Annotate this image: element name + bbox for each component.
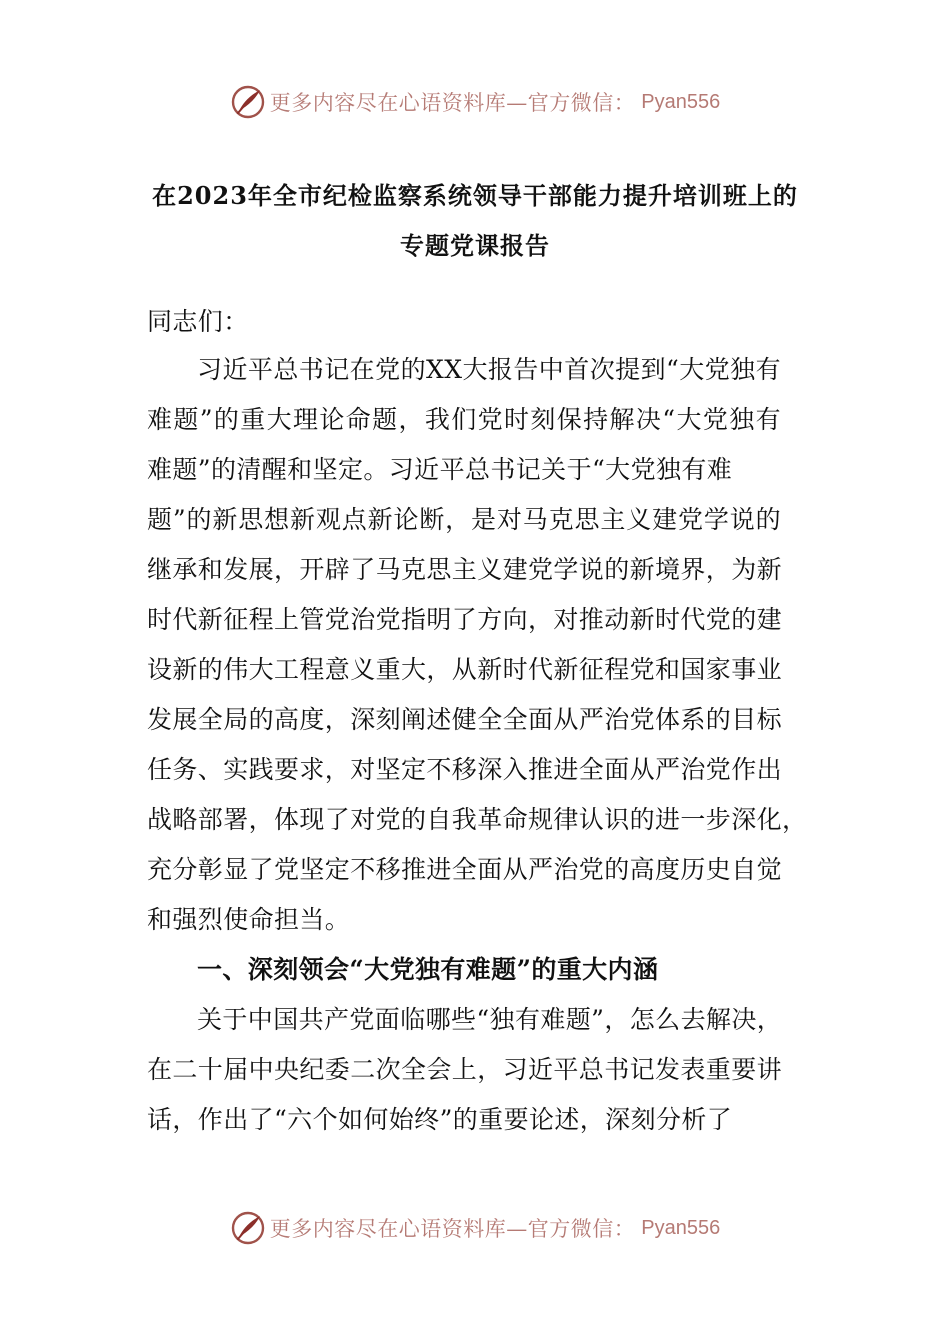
watermark-banner-bottom	[0, 1208, 950, 1248]
watermark-text: 更多内容尽在心语资料库—官方微信：	[269, 1217, 636, 1241]
paragraph-line: 难题”的重大理论命题，我们党时刻保持解决“大党独有	[147, 405, 781, 434]
paragraph-line: 继承和发展，开辟了马克思主义建党学说的新境界，为新	[147, 555, 783, 584]
paragraph-line: 充分彰显了党坚定不移推进全面从严治党的高度历史自觉	[147, 855, 783, 884]
paragraph-line: 任务、实践要求，对坚定不移深入推进全面从严治党作出	[147, 755, 783, 784]
paragraph-line: 发展全局的高度，深刻阐述健全全面从严治党体系的目标	[147, 705, 783, 734]
paragraph-line: 题”的新思想新观点新论断，是对马克思主义建党学说的	[147, 505, 781, 534]
salutation: 同志们：	[147, 307, 249, 336]
watermark-text: 更多内容尽在心语资料库—官方微信：	[269, 91, 636, 115]
quill-logo-icon	[230, 84, 266, 120]
paragraph-line: 关于中国共产党面临哪些“独有难题”，怎么去解决，	[197, 1005, 783, 1034]
paragraph-line: 在二十届中央纪委二次全会上，习近平总书记发表重要讲	[147, 1055, 783, 1084]
paragraph-line: 难题”的清醒和坚定。习近平总书记关于“大党独有难	[147, 455, 733, 484]
section-heading: 一、深刻领会“大党独有难题”的重大内涵	[197, 955, 659, 984]
document-title-line-2: 专题党课报告	[400, 231, 550, 260]
paragraph-line: 话，作出了“六个如何始终”的重要论述，深刻分析了	[147, 1105, 733, 1134]
watermark-banner-top	[0, 82, 950, 122]
paragraph-line: 设新的伟大工程意义重大，从新时代新征程党和国家事业	[147, 655, 783, 684]
watermark-wechat-id: Pyan556	[641, 90, 721, 113]
paragraph-line: 时代新征程上管党治党指明了方向，对推动新时代党的建	[147, 605, 783, 634]
watermark-wechat-id: Pyan556	[641, 1216, 721, 1239]
quill-logo-icon	[230, 1210, 266, 1246]
paragraph-line: 战略部署，体现了对党的自我革命规律认识的进一步深化，	[147, 805, 808, 834]
paragraph-line: 和强烈使命担当。	[147, 905, 351, 934]
document-title-line-1: 在2023年全市纪检监察系统领导干部能力提升培训班上的	[152, 181, 798, 210]
paragraph-line: 习近平总书记在党的XX大报告中首次提到“大党独有	[197, 355, 781, 384]
